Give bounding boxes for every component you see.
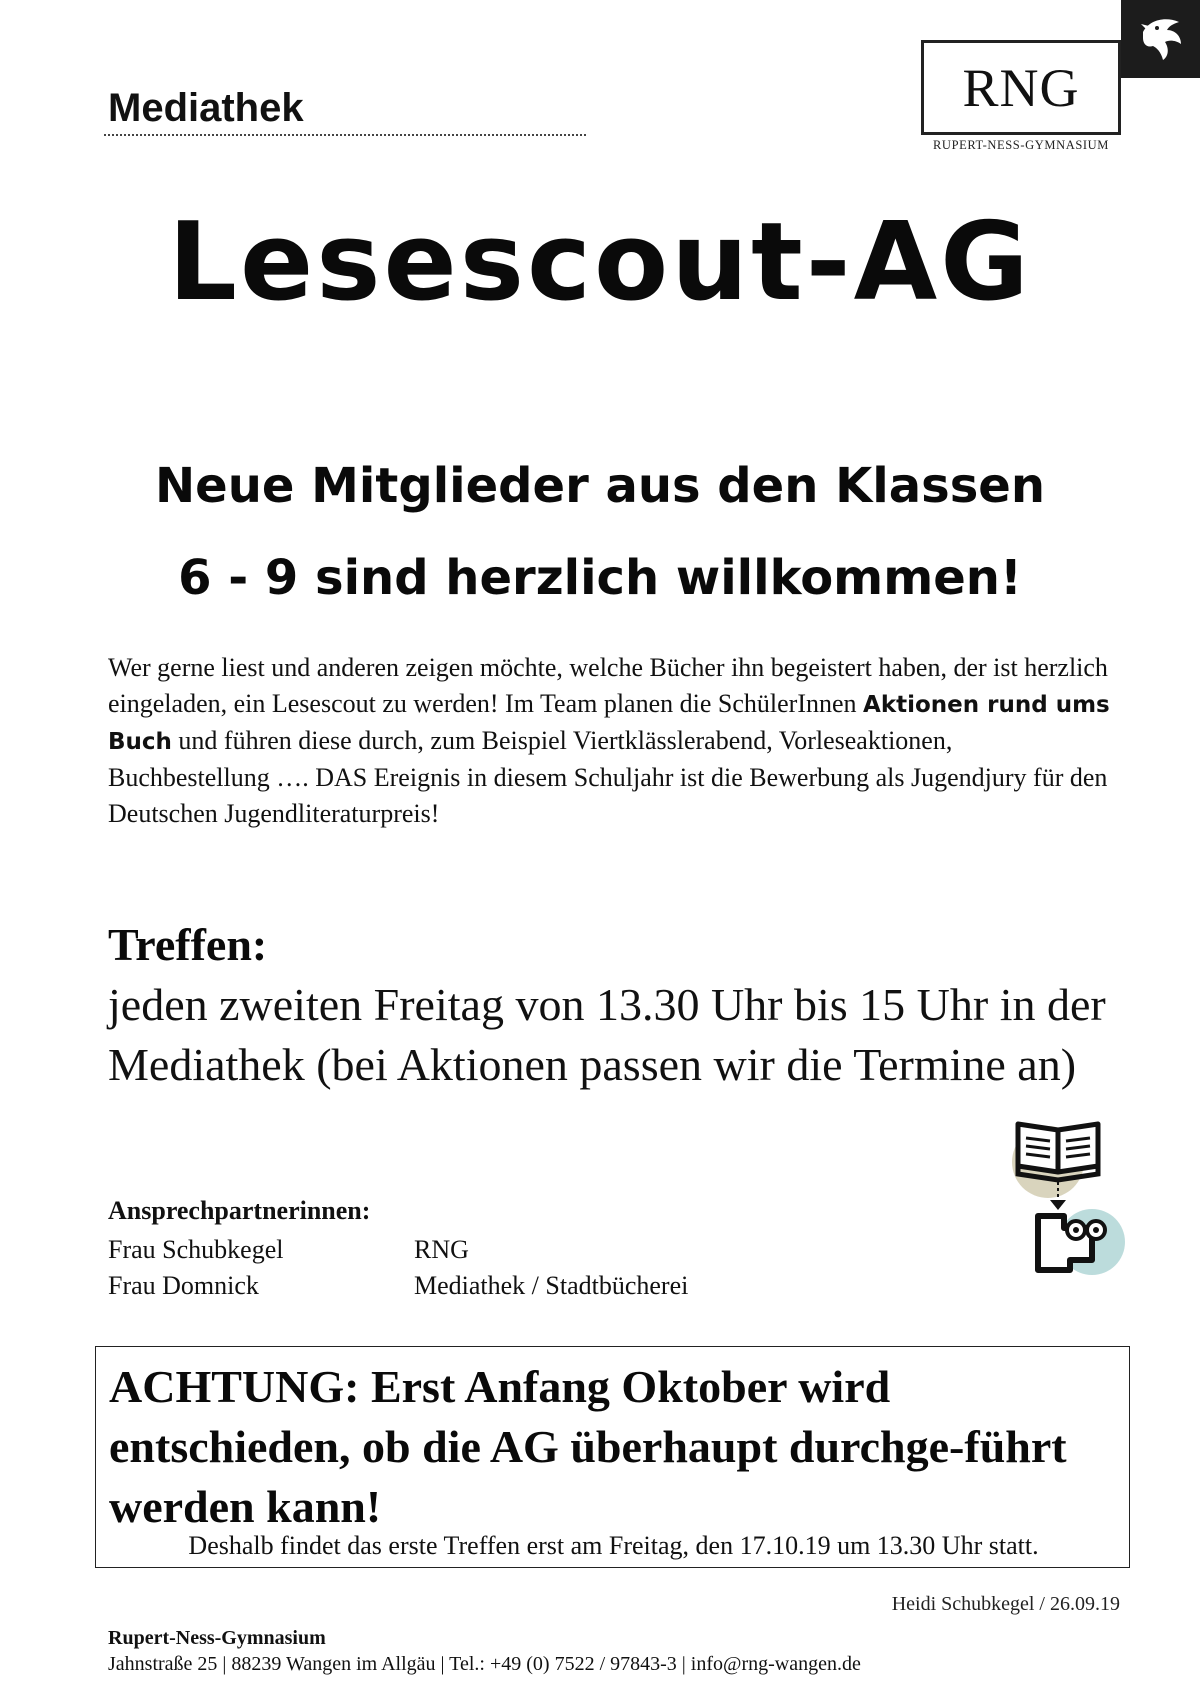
header-dotted-rule	[104, 134, 586, 136]
contact-role: RNG	[414, 1235, 469, 1264]
notice-heading: ACHTUNG: Erst Anfang Oktober wird entschieden, ob die AG überhaupt durchge-führt werden kann!	[109, 1361, 1067, 1532]
eagle-emblem-icon	[1135, 12, 1187, 64]
notice-box	[95, 1346, 1130, 1568]
subtitle	[0, 440, 1200, 624]
intro-highlight: Aktionen rund ums Buch	[108, 692, 1110, 755]
school-logo-subtitle: RUPERT-NESS-GYMNASIUM	[933, 138, 1109, 152]
contact-name: Frau Domnick	[108, 1271, 259, 1300]
school-logo: RNG	[921, 40, 1121, 135]
corner-emblem	[1121, 0, 1200, 78]
footer-address: Jahnstraße 25 | 88239 Wangen im Allgäu | Tel.: +49 (0) 7522 / 97843-3 | info@rng-wangen.de	[108, 1653, 861, 1675]
contacts-heading: Ansprechpartnerinnen:	[108, 1196, 371, 1225]
page-title: Lesescout-AG	[168, 200, 1032, 325]
meeting-heading: Treffen:	[108, 919, 268, 970]
footer-school-name: Rupert-Ness-Gymnasium	[108, 1627, 326, 1649]
intro-text-2: und führen diese durch, zum Beispiel Viertklässlerabend, Vorleseaktionen, Buchbestellung …. DAS Ereignis in diesem Schuljahr ist die Bewerbung als Jugendjury für den Deutschen Jugendliteraturpreis!	[108, 726, 1108, 828]
book-reader-icon	[1010, 1110, 1130, 1290]
meeting-text: jeden zweiten Freitag von 13.30 Uhr bis 15 Uhr in der Mediathek (bei Aktionen passen wir die Termine an)	[108, 979, 1106, 1090]
signature: Heidi Schubkegel / 26.09.19	[891, 1593, 1120, 1615]
subtitle-line-2: 6 - 9 sind herzlich willkommen!	[178, 550, 1022, 606]
contact-role: Mediathek / Stadtbücherei	[414, 1271, 689, 1300]
subtitle-line-1: Neue Mitglieder aus den Klassen	[155, 458, 1045, 514]
department-label: Mediathek	[108, 86, 304, 130]
intro-text-1: Wer gerne liest und anderen zeigen möchte, welche Bücher ihn begeistert haben, der ist herzlich eingeladen, ein Lesescout zu werden! Im Team planen die SchülerInnen	[108, 653, 1108, 718]
notice-text: Deshalb findet das erste Treffen erst am Freitag, den 17.10.19 um 13.30 Uhr statt.	[188, 1531, 1039, 1560]
intro-paragraph	[108, 650, 1118, 832]
contact-name: Frau Schubkegel	[108, 1235, 284, 1264]
